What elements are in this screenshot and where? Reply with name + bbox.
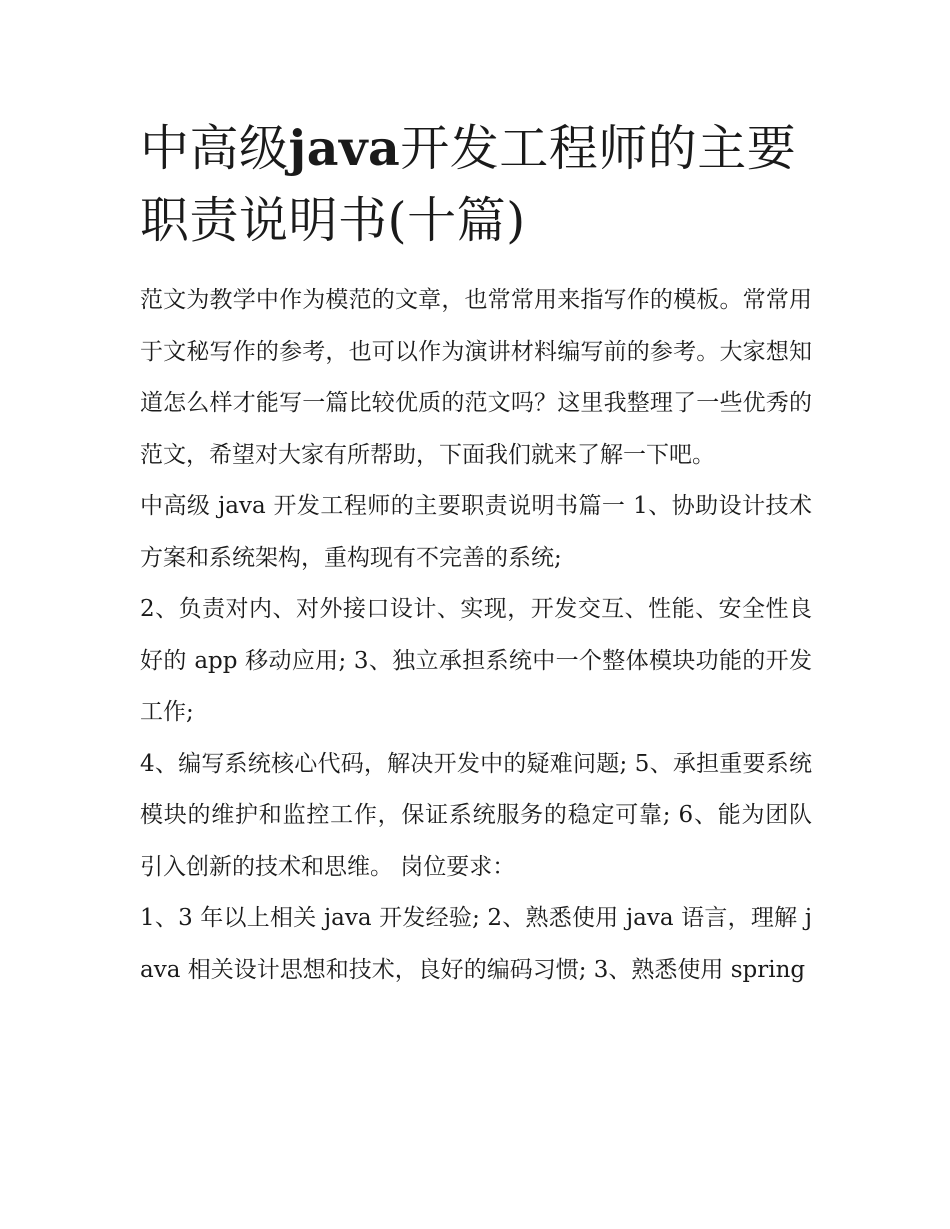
duties-paragraph-2: 4、编写系统核心代码，解决开发中的疑难问题; 5、承担重要系统模块的维护和监控工作，保证系统服务的稳定可靠; 6、能为团队引入创新的技术和思维。 岗位要求： — [140, 750, 812, 880]
section-one-paragraph: 中高级 java 开发工程师的主要职责说明书篇一 1、协助设计技术方案和系统架构，重构现有不完善的系统; — [140, 493, 812, 571]
intro-paragraph: 范文为教学中作为模范的文章，也常常用来指写作的模板。常常用于文秘写作的参考，也可以作为演讲材料编写前的参考。大家想知道怎么样才能写一篇比较优质的范文吗？这里我整理了一些优秀的范文，希望对大家有所帮助，下面我们就来了解一下吧。 — [140, 287, 812, 468]
document-body — [140, 112, 812, 996]
document-title — [140, 112, 812, 257]
requirements-paragraph: 1、3 年以上相关 java 开发经验; 2、熟悉使用 java 语言，理解 java 相关设计思想和技术，良好的编码习惯; 3、熟悉使用 spring — [140, 905, 812, 983]
title-part-3: 开发工程师的主要职责说明书(十篇) — [140, 120, 797, 249]
duties-paragraph-1: 2、负责对内、对外接口设计、实现，开发交互、性能、安全性良好的 app 移动应用; 3、独立承担系统中一个整体模块功能的开发工作; — [140, 596, 812, 725]
title-part-1: 中高级 — [140, 120, 289, 177]
title-part-2: java — [288, 119, 401, 177]
